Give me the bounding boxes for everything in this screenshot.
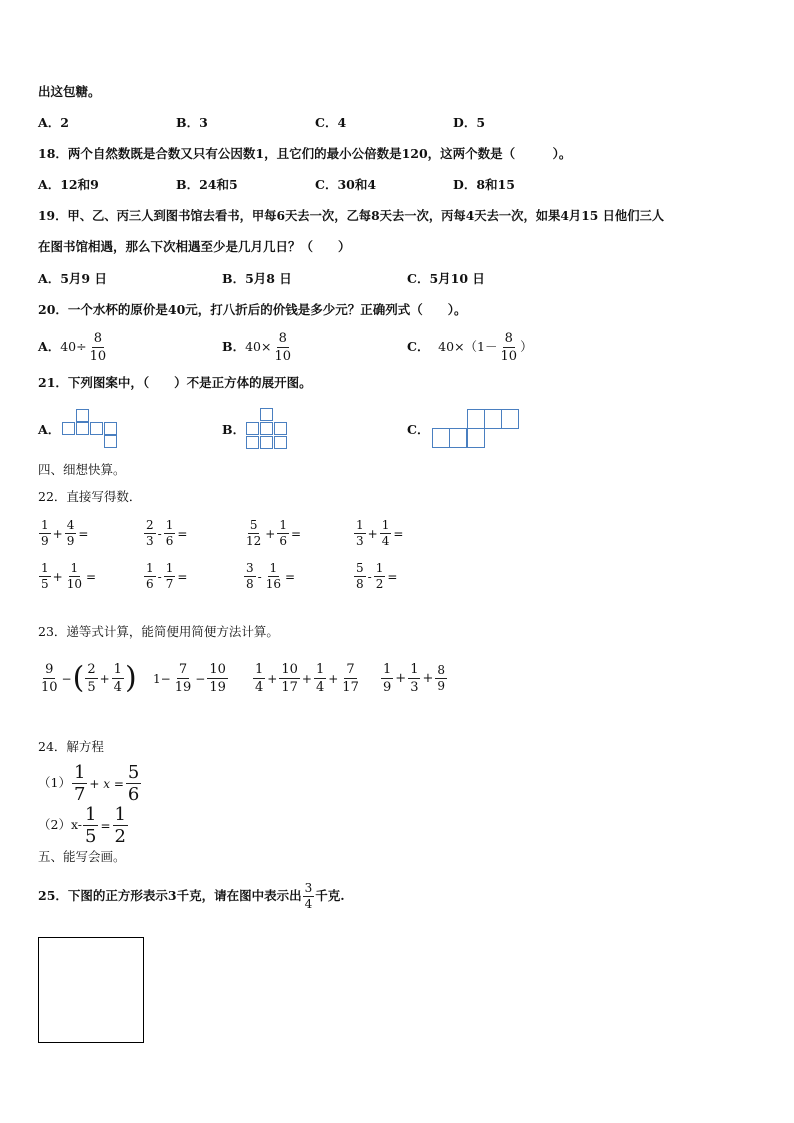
- fraction: $\frac{8}{10}$: [274, 331, 292, 364]
- q20-stem: 20．一个水杯的原价是40元，打八折后的价钱是多少元？正确列式（ ）。: [38, 302, 467, 317]
- q24-part-1: （1） $\frac{1}{7}$ + x = $\frac{5}{6}$: [38, 762, 140, 805]
- q19-stem-line2: 在图书馆相遇，那么下次相遇至少是几月几日？（ ）: [38, 239, 351, 254]
- q17-option-b: B．3: [176, 115, 208, 130]
- q17-option-c: C．4: [315, 115, 347, 130]
- q24-part-2: （2）x- $\frac{1}{5}$ = $\frac{1}{2}$: [38, 804, 126, 847]
- q22-item: $\frac{1}{6}$ - $\frac{1}{7}$ =: [146, 561, 188, 591]
- q17-option-d: D．5: [453, 115, 486, 130]
- q25-stem: 25．下图的正方形表示3千克，请在图中表示出 $\frac{3}{4}$ 千克.: [38, 881, 345, 911]
- fraction: $\frac{8}{10}$: [89, 331, 107, 364]
- q19-option-a: A．5月9 日: [38, 271, 107, 286]
- q20-option-c: C． 40×（1－ $\frac{8}{10}$ ）: [407, 331, 533, 364]
- q23-expr-3: $\frac{1}{4}$ + $\frac{10}{17}$ + $\frac{1}{4}$ + $\frac{7}{17}$: [255, 662, 359, 695]
- q22-item: $\frac{2}{3}$ - $\frac{1}{6}$ =: [146, 518, 188, 548]
- q17-option-a: A．2: [38, 115, 69, 130]
- q18-option-c: C．30和4: [315, 177, 377, 192]
- q22-item: $\frac{1}{5}$ + $\frac{1}{10}$ =: [41, 561, 97, 591]
- q17-stem-tail: 出这包糖。: [38, 84, 101, 99]
- q18-option-d: D．8和15: [453, 177, 515, 192]
- q23-expr-1: $\frac{9}{10}$ −( $\frac{2}{5}$ + $\frac{1}{4}$ ): [41, 660, 137, 696]
- q23-expr-2: 1− $\frac{7}{19}$ − $\frac{10}{19}$: [153, 662, 226, 695]
- q24-stem: 24．解方程: [38, 739, 104, 754]
- q22-item: $\frac{5}{12}$ + $\frac{1}{6}$ =: [246, 518, 302, 548]
- q22-item: $\frac{1}{9}$ + $\frac{4}{9}$ =: [41, 518, 89, 548]
- drawing-square: [38, 937, 144, 1043]
- q20-option-a: A．40÷ $\frac{8}{10}$: [38, 331, 107, 364]
- q18-option-a: A．12和9: [38, 177, 99, 192]
- q21-label-c: C．: [407, 422, 430, 437]
- q21-label-b: B．: [222, 422, 246, 437]
- q18-stem: 18．两个自然数既是合数又只有公因数1，且它们的最小公倍数是120，这两个数是（ ）。: [38, 146, 572, 161]
- q19-option-c: C．5月10 日: [407, 271, 485, 286]
- q23-stem: 23．递等式计算，能简便用简便方法计算。: [38, 624, 279, 639]
- fraction: $\frac{8}{10}$: [500, 331, 518, 364]
- section-4-heading: 四、细想快算。: [38, 462, 126, 477]
- q21-label-a: A．: [38, 422, 61, 437]
- q22-stem: 22．直接写得数．: [38, 489, 142, 504]
- q19-stem-line1: 19．甲、乙、丙三人到图书馆去看书，甲每6天去一次，乙每8天去一次，丙每4天去一次，如果4月15 日他们三人: [38, 208, 665, 223]
- q20-option-b: B．40× $\frac{8}{10}$: [222, 331, 292, 364]
- q21-stem: 21．下列图案中，（ ）不是正方体的展开图。: [38, 375, 312, 390]
- q18-option-b: B．24和5: [176, 177, 238, 192]
- q22-item: $\frac{5}{8}$ - $\frac{1}{2}$ =: [356, 561, 398, 591]
- q23-expr-4: $\frac{1}{9}$ + $\frac{1}{3}$ + $\frac{8}{9}$: [383, 662, 446, 695]
- q22-item: $\frac{3}{8}$ - $\frac{1}{16}$ =: [246, 561, 296, 591]
- q19-option-b: B．5月8 日: [222, 271, 292, 286]
- q22-item: $\frac{1}{3}$ + $\frac{1}{4}$ =: [356, 518, 404, 548]
- section-5-heading: 五、能写会画。: [38, 849, 126, 864]
